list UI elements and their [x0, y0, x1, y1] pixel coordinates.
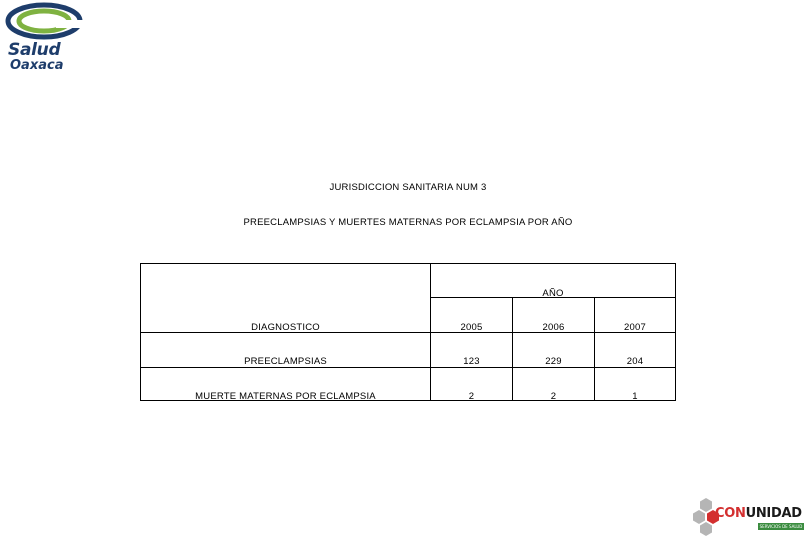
table-divider — [512, 298, 513, 400]
conunidad-tagline: SERVICIOS DE SALUD — [759, 524, 803, 529]
salud-oaxaca-logo — [4, 2, 84, 72]
conunidad-wordmark — [715, 506, 802, 521]
salud-logo-emblem — [4, 2, 84, 44]
table-cell: 123 — [463, 356, 480, 367]
row-label-preeclampsias: PREECLAMPSIAS — [244, 356, 327, 367]
conunidad-logo — [692, 496, 808, 538]
table-cell: 2 — [550, 391, 557, 402]
brand-suffix: UNIDAD — [745, 506, 802, 521]
table-cell: 1 — [632, 391, 638, 402]
year-header-2007: 2007 — [624, 322, 646, 333]
table-divider — [141, 367, 675, 368]
data-table — [140, 263, 676, 401]
brand-prefix: CON — [715, 506, 746, 521]
document-title: JURISDICCION SANITARIA NUM 3 — [329, 182, 487, 193]
table-cell: 2 — [468, 391, 475, 402]
logo-oaxaca-text: Oaxaca — [10, 58, 64, 73]
year-group-header: AÑO — [542, 288, 564, 299]
year-header-2005: 2005 — [460, 322, 483, 333]
diagnostico-header: DIAGNOSTICO — [251, 322, 320, 333]
document-subtitle: PREECLAMPSIAS Y MUERTES MATERNAS POR ECLAMPSIA POR AÑO — [243, 217, 573, 228]
year-header-2006: 2006 — [542, 322, 565, 333]
table-cell: 229 — [545, 356, 562, 367]
row-label-muerte-maternas: MUERTE MATERNAS POR ECLAMPSIA — [195, 391, 376, 402]
logo-salud-text: Salud — [8, 40, 61, 60]
table-divider — [594, 298, 595, 400]
table-cell: 204 — [626, 356, 644, 367]
